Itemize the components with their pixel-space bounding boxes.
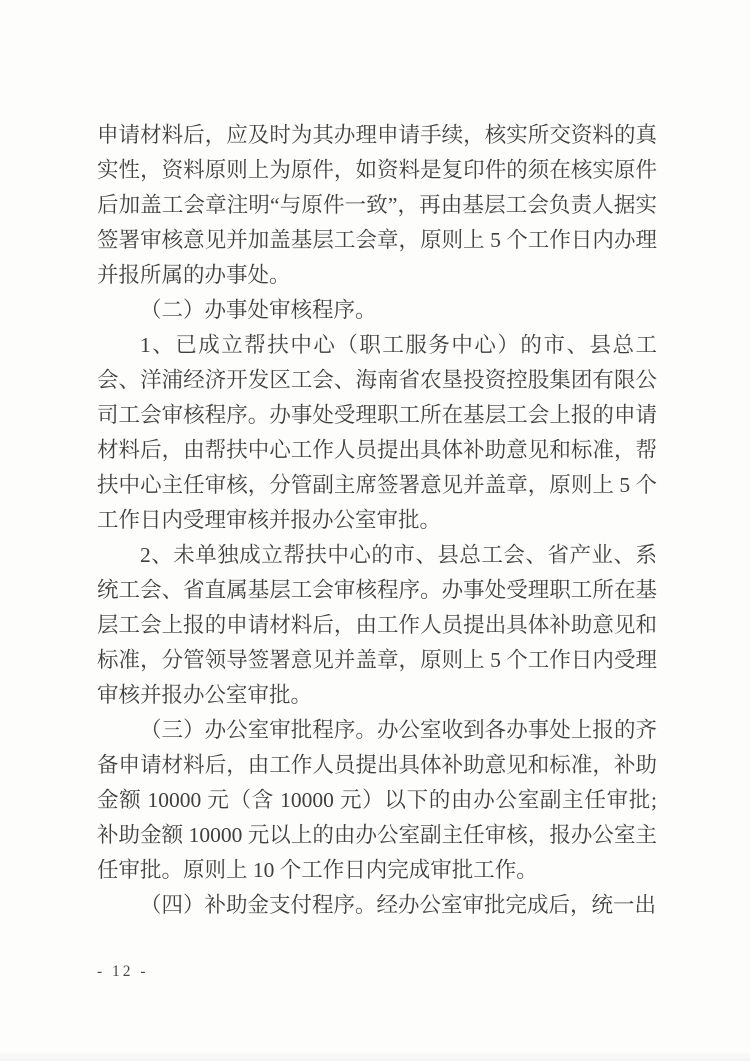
paragraph: （四）补助金支付程序。经办公室审批完成后，统一出 <box>140 893 657 917</box>
document-body <box>97 118 657 923</box>
paragraph: （二）办事处审核程序。 <box>140 298 377 322</box>
page-number: - 12 - <box>97 963 149 980</box>
scan-edge-shading <box>0 1051 750 1061</box>
paragraph: 2、未单独成立帮扶中心的市、县总工会、省产业、系统工会、省直属基层工会审核程序。办事处受理职工所在基层工会上报的申请材料后，由工作人员提出具体补助意见和标准，分管领导签署意见并盖章，原则上 5 个工作日内受理审核并报办公室审批。 <box>97 543 657 707</box>
paragraph: 申请材料后，应及时为其办理申请手续，核实所交资料的真实性，资料原则上为原件，如资料是复印件的须在核实原件后加盖工会章注明“与原件一致”，再由基层工会负责人据实签署审核意见并加盖基层工会章，原则上 5 个工作日内办理并报所属的办事处。 <box>97 123 657 287</box>
paragraph: 1、已成立帮扶中心（职工服务中心）的市、县总工会、洋浦经济开发区工会、海南省农垦投资控股集团有限公司工会审核程序。办事处受理职工所在基层工会上报的申请材料后，由帮扶中心工作人员提出具体补助意见和标准，帮扶中心主任审核，分管副主席签署意见并盖章，原则上 5 个工作日内受理审核并报办公室审批。 <box>97 333 657 532</box>
paragraph: （三）办公室审批程序。办公室收到各办事处上报的齐备申请材料后，由工作人员提出具体补助意见和标准，补助金额 10000 元（含 10000 元）以下的由办公室副主任审批;补助金额 10000 元以上的由办公室副主任审核，报办公室主任审批。原则上 10 个工作日内完成审批工作。 <box>97 718 657 882</box>
